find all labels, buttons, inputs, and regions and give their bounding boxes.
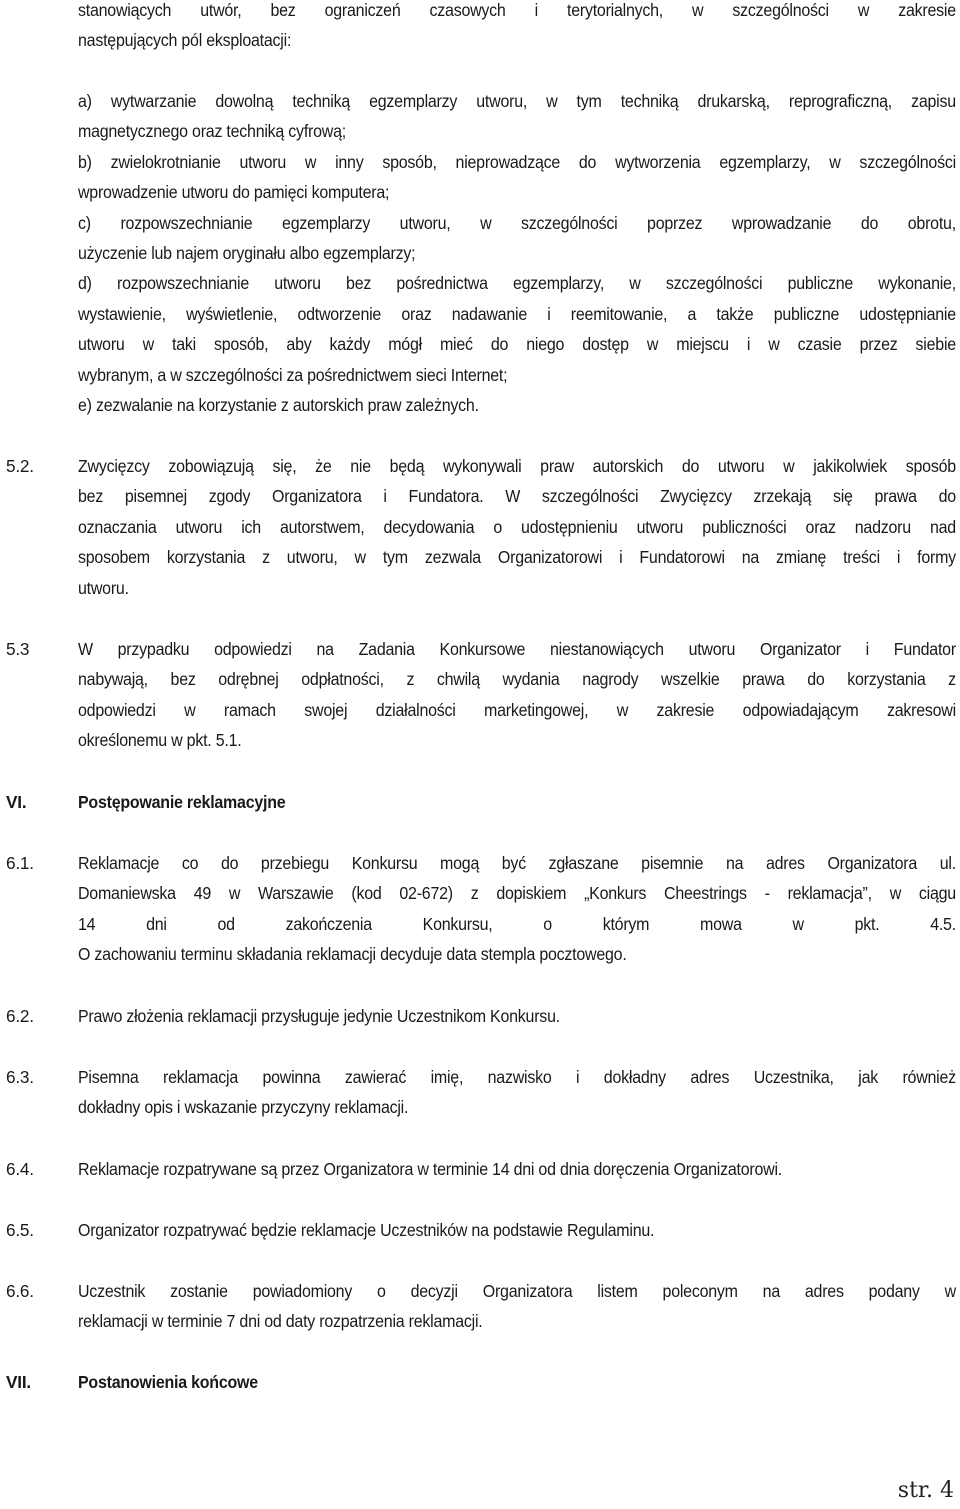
text-line: Prawo złożenia reklamacji przysługuje jedynie Uczestnikom Konkursu.: [78, 1006, 560, 1026]
text-line: określonemu w pkt. 5.1.: [78, 730, 242, 751]
text-line: sposobem korzystania z utworu, w tym zezwala Organizatorowi i Fundatorowi na zmianę treści i formy: [78, 547, 956, 568]
paragraph-number: 6.4.: [6, 1159, 34, 1179]
list-item: d) rozpowszechnianie utworu bez pośrednictwa egzemplarzy, w szczególności publiczne wykonanie,: [78, 273, 956, 294]
text-line: Zwycięzcy zobowiązują się, że nie będą wykonywali praw autorskich do utworu w jakikolwiek sposób: [78, 456, 956, 476]
section-number: VI.: [6, 792, 27, 812]
text-line: dokładny opis i wskazanie przyczyny reklamacji.: [78, 1097, 409, 1118]
section-number: VII.: [6, 1372, 31, 1392]
text-line: Domaniewska 49 w Warszawie (kod 02-672) z dopiskiem „Konkurs Cheestrings - reklamacja”, w ciągu: [78, 883, 956, 904]
text-line: 14 dni od zakończenia Konkursu, o którym mowa w pkt. 4.5.: [78, 913, 956, 934]
paragraph-number: 6.2.: [6, 1006, 34, 1026]
exploitation-fields-list: [78, 86, 956, 420]
section-title: Postanowienia końcowe: [78, 1372, 258, 1392]
text-line: reklamacji w terminie 7 dni od daty rozpatrzenia reklamacji.: [78, 1311, 483, 1332]
text-line: utworu.: [78, 577, 129, 598]
section-title: Postępowanie reklamacyjne: [78, 792, 286, 812]
paragraph-number: 6.3.: [6, 1067, 34, 1087]
text-line: Pisemna reklamacja powinna zawierać imię, nazwisko i dokładny adres Uczestnika, jak również: [78, 1067, 956, 1087]
list-item: wprowadzenie utworu do pamięci komputera;: [78, 182, 390, 203]
text-line: O zachowaniu terminu składania reklamacji decyduje data stempla pocztowego.: [78, 944, 627, 965]
list-item: magnetycznego oraz techniką cyfrową;: [78, 121, 346, 142]
list-item: wystawienie, wyświetlenie, odtworzenie oraz nadawanie i reemitowanie, a także publiczne udostępnianie: [78, 303, 956, 324]
paragraph-number: 6.6.: [6, 1281, 34, 1301]
paragraph-5-2: [78, 451, 956, 603]
text-line: stanowiących utwór, bez ograniczeń czasowych i terytorialnych, w szczególności w zakresie: [78, 0, 956, 20]
list-item: wybranym, a w szczególności za pośrednictwem sieci Internet;: [78, 364, 508, 385]
intro-paragraph: [78, 0, 956, 56]
list-item: c) rozpowszechnianie egzemplarzy utworu, w szczególności poprzez wprowadzanie do obrotu,: [78, 212, 956, 233]
paragraph-6-4: [78, 1154, 956, 1184]
text-line: Reklamacje rozpatrywane są przez Organizatora w terminie 14 dni od dnia doręczenia Organizatorowi.: [78, 1159, 782, 1179]
list-item: utworu w taki sposób, aby każdy mógł mieć do niego dostęp w miejscu i w czasie przez siebie: [78, 334, 956, 355]
list-item: użyczenie lub najem oryginału albo egzemplarzy;: [78, 243, 416, 264]
list-item: a) wytwarzanie dowolną techniką egzemplarzy utworu, w tym techniką drukarską, reprograficzną, zapisu: [78, 91, 956, 111]
text-line: oznaczania utworu ich autorstwem, decydowania o udostępnieniu utworu publiczności oraz nadzoru nad: [78, 516, 956, 537]
paragraph-number: 6.1.: [6, 853, 34, 873]
text-line: Organizator rozpatrywać będzie reklamacje Uczestników na podstawie Regulaminu.: [78, 1220, 655, 1240]
paragraph-number: 6.5.: [6, 1220, 34, 1240]
paragraph-6-6: [78, 1276, 956, 1337]
page-number: str. 4: [897, 1478, 954, 1503]
paragraph-6-3: [78, 1062, 956, 1123]
paragraph-6-1: [78, 848, 956, 970]
text-line: bez pisemnej zgody Organizatora i Fundatora. W szczególności Zwycięzcy zrzekają się prawa do: [78, 486, 956, 507]
paragraph-number: 5.2.: [6, 456, 34, 476]
paragraph-6-5: [78, 1215, 956, 1245]
list-item: b) zwielokrotnianie utworu w inny sposób, nieprowadzące do wytworzenia egzemplarzy, w szczególności: [78, 151, 956, 172]
text-line: Uczestnik zostanie powiadomiony o decyzji Organizatora listem poleconym na adres podany w: [78, 1281, 956, 1301]
paragraph-number: 5.3: [6, 639, 30, 659]
paragraph-6-2: [78, 1001, 956, 1031]
text-line: nabywają, bez odrębnej odpłatności, z chwilą wydania nagrody wszelkie prawa do korzystania z: [78, 669, 956, 690]
text-line: odpowiedzi w ramach swojej działalności marketingowej, w zakresie odpowiadającym zakresowi: [78, 699, 956, 720]
paragraph-5-3: [78, 634, 956, 756]
text-line: Reklamacje co do przebiegu Konkursu mogą być zgłaszane pisemnie na adres Organizatora ul.: [78, 853, 956, 873]
text-line: W przypadku odpowiedzi na Zadania Konkursowe niestanowiących utworu Organizator i Fundator: [78, 639, 956, 659]
list-item: e) zezwalanie na korzystanie z autorskich praw zależnych.: [78, 395, 479, 416]
text-line: następujących pól eksploatacji:: [78, 30, 292, 51]
